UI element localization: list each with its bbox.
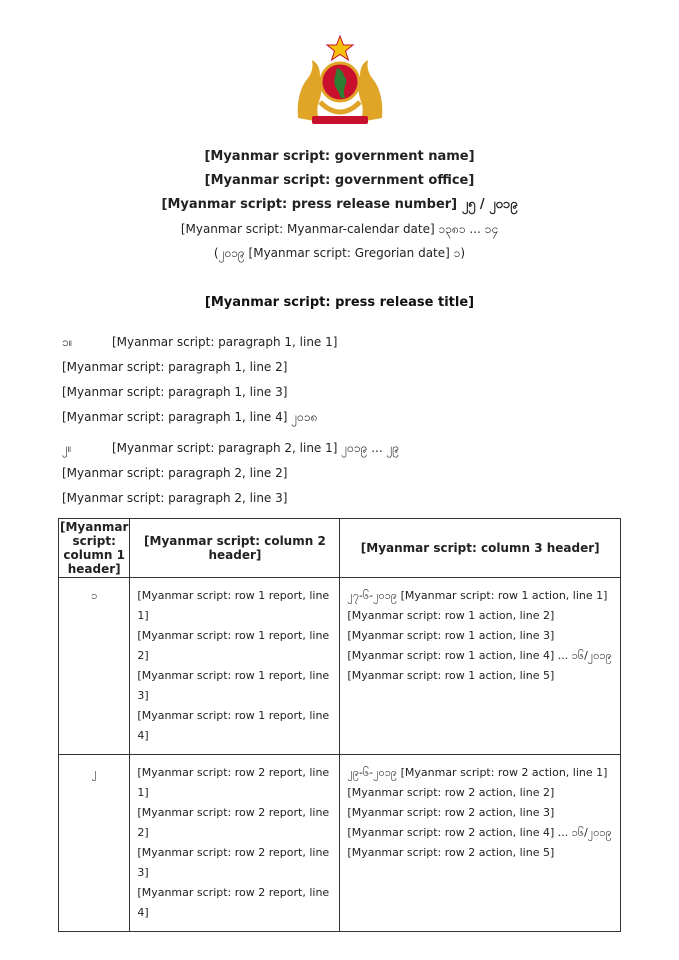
paragraph-1 bbox=[62, 330, 619, 430]
cell-line: [Myanmar script: row 2 action, line 3] bbox=[347, 806, 555, 819]
cell-line: [Myanmar script: row 1 action, line 5] bbox=[347, 669, 555, 682]
news-action-table bbox=[58, 518, 621, 932]
cell-line: [Myanmar script: row 2 report, line 2] bbox=[137, 806, 330, 839]
table-row bbox=[59, 755, 621, 932]
cell-line: [Myanmar script: row 2 action, line 5] bbox=[347, 846, 555, 859]
paragraph-line: [Myanmar script: paragraph 1, line 2] bbox=[62, 360, 288, 374]
cell-line: [Myanmar script: row 2 action, line 2] bbox=[347, 786, 555, 799]
row-index: ၁ bbox=[59, 578, 130, 755]
action-cell bbox=[340, 755, 621, 932]
paragraph-number: ၂။ bbox=[62, 441, 72, 455]
column-header-index: [Myanmar script: column 1 header] bbox=[60, 520, 129, 576]
cell-line: [Myanmar script: row 1 report, line 4] bbox=[137, 709, 330, 742]
cell-line: [Myanmar script: row 1 report, line 1] bbox=[137, 589, 330, 622]
paragraph-line: [Myanmar script: paragraph 2, line 3] bbox=[62, 491, 288, 505]
action-cell bbox=[340, 578, 621, 755]
table-row bbox=[59, 578, 621, 755]
cell-line: [Myanmar script: row 2 action, line 4] ... ၁၆/၂၀၁၉ bbox=[347, 826, 612, 839]
cell-line: [Myanmar script: row 2 report, line 1] bbox=[137, 766, 330, 799]
government-office: [Myanmar script: government office] bbox=[204, 173, 475, 188]
state-seal-icon bbox=[290, 30, 390, 130]
column-header-news: [Myanmar script: column 2 header] bbox=[130, 519, 340, 578]
paragraph-2 bbox=[62, 436, 619, 511]
cell-line: ၂၉-၆-၂၀၁၉ [Myanmar script: row 2 action, line 1] bbox=[347, 766, 608, 779]
myanmar-calendar-date: [Myanmar script: Myanmar-calendar date] ၁၃၈၁ ... ၁၄ bbox=[180, 222, 499, 236]
cell-line: [Myanmar script: row 1 action, line 3] bbox=[347, 629, 555, 642]
cell-line: [Myanmar script: row 2 report, line 3] bbox=[137, 846, 330, 879]
government-name: [Myanmar script: government name] bbox=[204, 149, 475, 164]
cell-line: [Myanmar script: row 2 report, line 4] bbox=[137, 886, 330, 919]
gregorian-date: (၂၀၁၉ [Myanmar script: Gregorian date] ၁) bbox=[213, 246, 466, 260]
news-cell bbox=[130, 755, 340, 932]
press-release-heading bbox=[40, 145, 639, 265]
press-release-number: [Myanmar script: press release number] ၂၅ / ၂၀၁၉ bbox=[161, 197, 518, 212]
paragraph-line: [Myanmar script: paragraph 1, line 4] ၂၀၁၈ bbox=[62, 410, 318, 424]
cell-line: [Myanmar script: row 1 report, line 3] bbox=[137, 669, 330, 702]
news-cell bbox=[130, 578, 340, 755]
paragraph-number: ၁။ bbox=[62, 335, 73, 349]
cell-line: [Myanmar script: row 1 action, line 4] ... ၁၆/၂၀၁၉ bbox=[347, 649, 612, 662]
paragraph-line: [Myanmar script: paragraph 1, line 1] bbox=[112, 335, 338, 349]
paragraph-line: [Myanmar script: paragraph 2, line 1] ၂၀၁၉ ... ၂၉ bbox=[112, 441, 400, 455]
press-release-title: [Myanmar script: press release title] bbox=[204, 295, 475, 310]
paragraph-line: [Myanmar script: paragraph 2, line 2] bbox=[62, 466, 288, 480]
cell-line: [Myanmar script: row 1 report, line 2] bbox=[137, 629, 330, 662]
cell-line: [Myanmar script: row 1 action, line 2] bbox=[347, 609, 555, 622]
paragraph-line: [Myanmar script: paragraph 1, line 3] bbox=[62, 385, 288, 399]
row-index: ၂ bbox=[59, 755, 130, 932]
table-header-row bbox=[59, 519, 621, 578]
column-header-action: [Myanmar script: column 3 header] bbox=[340, 519, 621, 578]
cell-line: ၂၇-၆-၂၀၁၉ [Myanmar script: row 1 action, line 1] bbox=[347, 589, 608, 602]
